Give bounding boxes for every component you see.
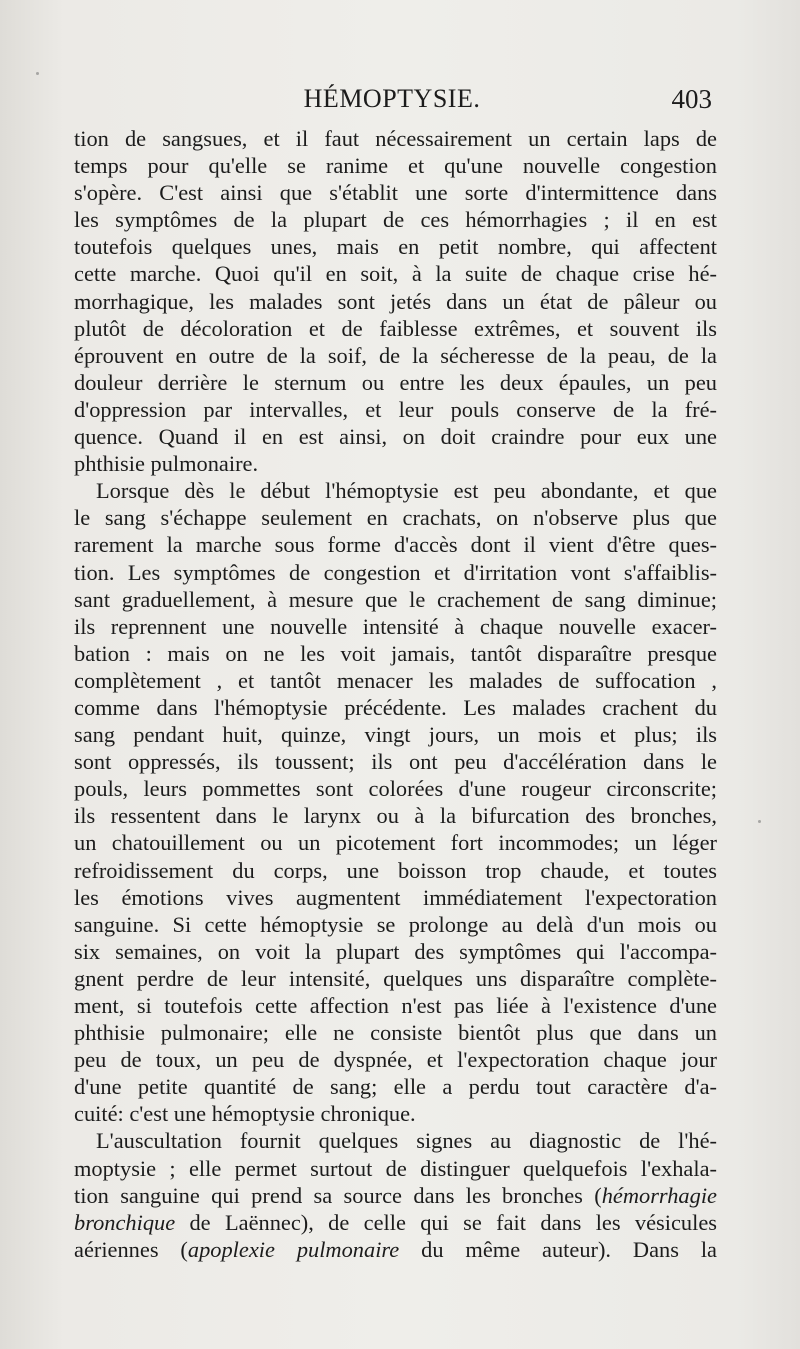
text-line: d'une petite quantité de sang; elle a perdu tout caractère d'a- <box>74 1074 717 1100</box>
text-segment: tion sanguine qui prend sa source dans les bronches ( <box>74 1182 602 1208</box>
text-line: éprouvent en outre de la soif, de la sécheresse de la peau, de la <box>74 342 717 368</box>
body-text <box>74 125 717 1263</box>
text-line: pouls, leurs pommettes sont colorées d'une rougeur circonscrite; <box>74 776 717 802</box>
italic-term: apoplexie pulmonaire <box>187 1236 400 1262</box>
text-line: douleur derrière le sternum ou entre les deux épaules, un peu <box>74 369 717 395</box>
text-line: plutôt de décoloration et de faiblesse extrêmes, et souvent ils <box>74 315 717 341</box>
text-segment: aériennes ( <box>74 1236 188 1262</box>
text-line: ment, si toutefois cette affection n'est pas liée à l'existence d'une <box>74 993 717 1018</box>
text-segment: du même auteur). Dans la <box>399 1236 717 1262</box>
text-line: tion de sangsues, et il faut nécessairement un certain laps de <box>74 126 717 151</box>
text-line: phthisie pulmonaire. <box>74 451 259 477</box>
text-line: ils reprennent une nouvelle intensité à chaque nouvelle exacer- <box>74 613 717 639</box>
italic-term: bronchique <box>74 1209 176 1235</box>
page-speck <box>36 72 39 75</box>
text-line: temps pour qu'elle se ranime et qu'une nouvelle congestion <box>74 153 717 179</box>
text-line: cuité: c'est une hémoptysie chronique. <box>74 1101 416 1127</box>
text-line: gnent perdre de leur intensité, quelques uns disparaître complète- <box>74 965 717 991</box>
text-line: quence. Quand il en est ainsi, on doit craindre pour eux une <box>74 424 717 450</box>
text-line: sang pendant huit, quinze, vingt jours, un mois et plus; ils <box>74 722 717 748</box>
text-line: un chatouillement ou un picotement fort incommodes; un léger <box>74 830 717 856</box>
text-line: phthisie pulmonaire; elle ne consiste bientôt plus que dans un <box>74 1020 717 1046</box>
text-line: six semaines, on voit la plupart des symptômes qui l'accompa- <box>74 938 717 964</box>
text-line: Lorsque dès le début l'hémoptysie est peu abondante, et que <box>96 478 717 504</box>
text-line: s'opère. C'est ainsi que s'établit une sorte d'intermittence dans <box>74 180 717 206</box>
text-line <box>74 1209 717 1236</box>
text-line: sont oppressés, ils toussent; ils ont peu d'accélération dans le <box>74 749 717 775</box>
text-line: tion. Les symptômes de congestion et d'irritation vont s'affaiblis- <box>74 559 717 585</box>
text-line: les symptômes de la plupart de ces hémorrhagies ; il en est <box>74 207 717 233</box>
text-line: sanguine. Si cette hémoptysie se prolonge au delà d'un mois ou <box>74 911 717 937</box>
text-line: bation : mais on ne les voit jamais, tantôt disparaître presque <box>74 640 717 666</box>
text-line: d'oppression par intervalles, et leur pouls conserve de la fré- <box>74 396 717 422</box>
page-number: 403 <box>671 84 712 114</box>
text-line: morrhagique, les malades sont jetés dans un état de pâleur ou <box>74 288 717 314</box>
text-line: comme dans l'hémoptysie précédente. Les malades crachent du <box>74 694 717 720</box>
text-line: refroidissement du corps, une boisson trop chaude, et toutes <box>74 857 717 883</box>
text-line: toutefois quelques unes, mais en petit nombre, qui affectent <box>74 234 717 260</box>
italic-term: hémorrhagie <box>601 1182 717 1208</box>
page-header <box>72 84 712 124</box>
text-line: ils ressentent dans le larynx ou à la bifurcation des bronches, <box>74 803 717 829</box>
running-title: HÉMOPTYSIE. <box>303 84 481 113</box>
text-line: le sang s'échappe seulement en crachats, on n'observe plus que <box>74 505 717 531</box>
text-line: rarement la marche sous forme d'accès dont il vient d'être ques- <box>74 532 717 558</box>
text-line: cette marche. Quoi qu'il en soit, à la suite de chaque crise hé- <box>74 261 717 287</box>
text-line <box>74 1236 717 1263</box>
text-line: L'auscultation fournit quelques signes au diagnostic de l'hé- <box>96 1128 717 1154</box>
text-line <box>74 1182 717 1209</box>
text-line: complètement , et tantôt menacer les malades de suffocation , <box>74 667 717 693</box>
text-line: sant graduellement, à mesure que le crachement de sang diminue; <box>74 586 717 612</box>
page-speck <box>758 820 761 823</box>
text-line: les émotions vives augmentent immédiatement l'expectoration <box>74 884 717 910</box>
text-line: moptysie ; elle permet surtout de distinguer quelquefois l'exhala- <box>74 1155 717 1181</box>
text-line: peu de toux, un peu de dyspnée, et l'expectoration chaque jour <box>74 1047 717 1073</box>
text-segment: de Laënnec), de celle qui se fait dans les vésicules <box>175 1209 717 1235</box>
